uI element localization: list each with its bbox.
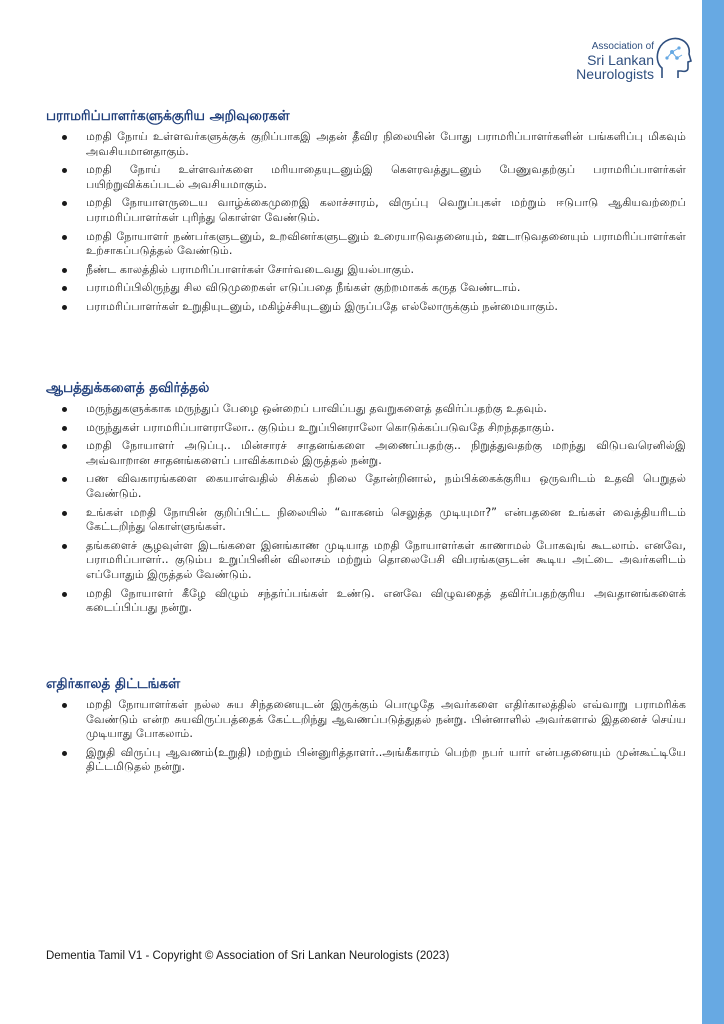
bullet-icon <box>62 135 67 140</box>
logo-line-3: Neurologists <box>576 66 654 83</box>
avoiding-dangers-section <box>46 380 686 620</box>
list-item <box>86 163 686 192</box>
list-item-text: நீண்ட காலத்தில் பராமரிப்பாளர்கள் சோர்வடைவது இயல்பாகும். <box>86 262 415 276</box>
list-item-text: பராமரிப்பாளர்கள் உறுதியுடனும், மகிழ்ச்சியுடனும் இருப்பதே எல்லோருக்கும் நன்மையாகும். <box>86 299 558 313</box>
list-item-text: மறதி நோய் உள்ளவர்களை மரியாதையுடனும்இ கௌரவத்துடனும் பேணுவதற்குப் பராமரிப்பாளர்கள் பயிற்றுவிக்கப்படல் அவசியமாகும். <box>86 163 686 191</box>
list-item-text: மறதி நோயாளர்கள் நல்ல சுய சிந்தனையுடன் இருக்கும் பொழுதே அவர்களை எதிர்காலத்தில் எவ்வாறு பராமரிக்க வேண்டும் என்ற சுயவிருப்பத்தைக் கேட்டறிந்து ஆவணப்படுத்துதல் நன்று. பின்னாளில் அவர்களால் இதனைச் செய்ய முடியாது போகலாம். <box>86 698 686 741</box>
list-item-text: மறதி நோயாளர் அடுப்பு.. மின்சாரச் சாதனங்களை அணைப்பதற்கு.. நிறுத்துவதற்கு மறந்து விடுபவரெனில்இ அவ்வாறான சாதனங்களைப் பாவிக்காமல் இருத்தல் நன்று. <box>86 439 686 467</box>
bullet-list <box>46 698 686 775</box>
list-item <box>86 472 686 501</box>
list-item <box>86 402 686 417</box>
bullet-icon <box>62 286 67 291</box>
logo-line-1: Association of <box>591 41 654 52</box>
bullet-icon <box>62 751 67 756</box>
side-accent-bar <box>702 0 724 1024</box>
bullet-icon <box>62 703 67 708</box>
list-item <box>86 746 686 775</box>
list-item <box>86 421 686 436</box>
bullet-icon <box>62 305 67 310</box>
list-item-text: மறதி நோயாளர் கீழே விழும் சந்தர்ப்பங்கள் உண்டு. எனவே விழுவதைத் தவிர்ப்பதற்குரிய அவதானங்களைக் கடைப்பிப்பது நன்று. <box>86 586 686 615</box>
bullet-icon <box>62 407 67 412</box>
association-logo <box>546 30 696 92</box>
caregiver-advice-section <box>46 108 686 319</box>
bullet-icon <box>62 235 67 240</box>
list-item <box>86 196 686 225</box>
bullet-icon <box>62 511 67 516</box>
bullet-icon <box>62 544 67 549</box>
list-item-text: உங்கள் மறதி நோயின் குறிப்பிட்ட நிலையில் “வாகனம் செலுத்த முடியுமா?” என்பதனை உங்கள் வைத்தியரிடம் கேட்டறிந்து கொள்ளுங்கள். <box>86 505 686 534</box>
bullet-list <box>46 402 686 616</box>
list-item <box>86 506 686 535</box>
bullet-icon <box>62 592 67 597</box>
list-item <box>86 587 686 616</box>
list-item-text: மருந்துகளுக்காக மருந்துப் பேழை ஒன்றைப் பாவிப்பது தவறுகளைத் தவிர்ப்பதற்கு உதவும். <box>86 402 547 415</box>
copyright-footer: Dementia Tamil V1 - Copyright © Association of Sri Lankan Neurologists (2023) <box>46 950 450 962</box>
future-plans-section <box>46 676 686 779</box>
list-item-text: மறதி நோயாளர் நண்பர்களுடனும், உறவினர்களுடனும் உரையாடுவதனையும், ஊடாடுவதனையும் பராமரிப்பாளர்கள் உற்சாகப்படுத்தல் வேண்டும். <box>86 229 686 258</box>
bullet-icon <box>62 477 67 482</box>
list-item-text: பண விவகாரங்களை கையாள்வதில் சிக்கல் நிலை தோன்றினால், நம்பிக்கைக்குரிய ஒருவரிடம் உதவி பெறுதல் வேண்டும். <box>86 472 686 500</box>
list-item-text: மறதி நோயாளருடைய வாழ்க்கைமுறைஇ கலாச்சாரம், விருப்பு வெறுப்புகள் மற்றும் ஈடுபாடு ஆகியவற்றைப் பராமரிப்பாளர்கள் புரிந்து கொள்ள வேண்டும். <box>86 196 686 224</box>
list-item <box>86 130 686 159</box>
list-item <box>86 539 686 583</box>
logo-text <box>546 42 654 82</box>
list-item-text: மருந்துகள் பராமரிப்பாளராலோ.. குடும்ப உறுப்பினராலோ கொடுக்கப்படுவதே சிறந்ததாகும். <box>86 420 555 434</box>
list-item-text: தங்களைச் சூழவுள்ள இடங்களை இனங்காண முடியாத மறதி நோயாளர்கள் காணாமல் போகவுங் கூடலாம். எனவே, பராமரிப்பாளர்.. குடும்ப உறுப்பினின் விலாசம் மற்றும் தொலைபேசி விபரங்களுடன் கூடிய அட்டை அவர்களிடம் எப்போதும் இருத்தல் வேண்டும். <box>86 538 686 581</box>
list-item <box>86 263 686 278</box>
bullet-icon <box>62 201 67 206</box>
list-item <box>86 300 686 315</box>
bullet-list <box>46 130 686 315</box>
logo-line-2: Sri Lankan <box>587 51 654 68</box>
section-heading: ஆபத்துக்களைத் தவிர்த்தல் <box>46 380 210 396</box>
bullet-icon <box>62 444 67 449</box>
list-item-text: இறுதி விருப்பு ஆவணம்(உறுதி) மற்றும் பின்னுரித்தாளர்..அங்கீகாரம் பெற்ற நபர் யார் என்பதனையும் முன்கூட்டியே திட்டமிடுதல் நன்று. <box>86 745 686 774</box>
head-profile-icon <box>654 34 692 82</box>
list-item <box>86 698 686 742</box>
bullet-icon <box>62 168 67 173</box>
section-heading: பராமரிப்பாளர்களுக்குரிய அறிவுரைகள் <box>46 108 290 124</box>
bullet-icon <box>62 426 67 431</box>
list-item <box>86 281 686 296</box>
bullet-icon <box>62 268 67 273</box>
list-item-text: மறதி நோய் உள்ளவர்களுக்குக் குறிப்பாகஇ அதன் தீவிர நிலையின் போது பராமரிப்பாளர்களின் பங்களிப்பு மிகவும் அவசியமானதாகும். <box>86 130 686 158</box>
section-heading: எதிர்காலத் திட்டங்கள் <box>46 676 181 692</box>
list-item <box>86 230 686 259</box>
list-item-text: பராமரிப்பிலிருந்து சில விடுமுறைகள் எடுப்பதை நீங்கள் குற்றமாகக் கருத வேண்டாம். <box>86 281 521 295</box>
list-item <box>86 439 686 468</box>
